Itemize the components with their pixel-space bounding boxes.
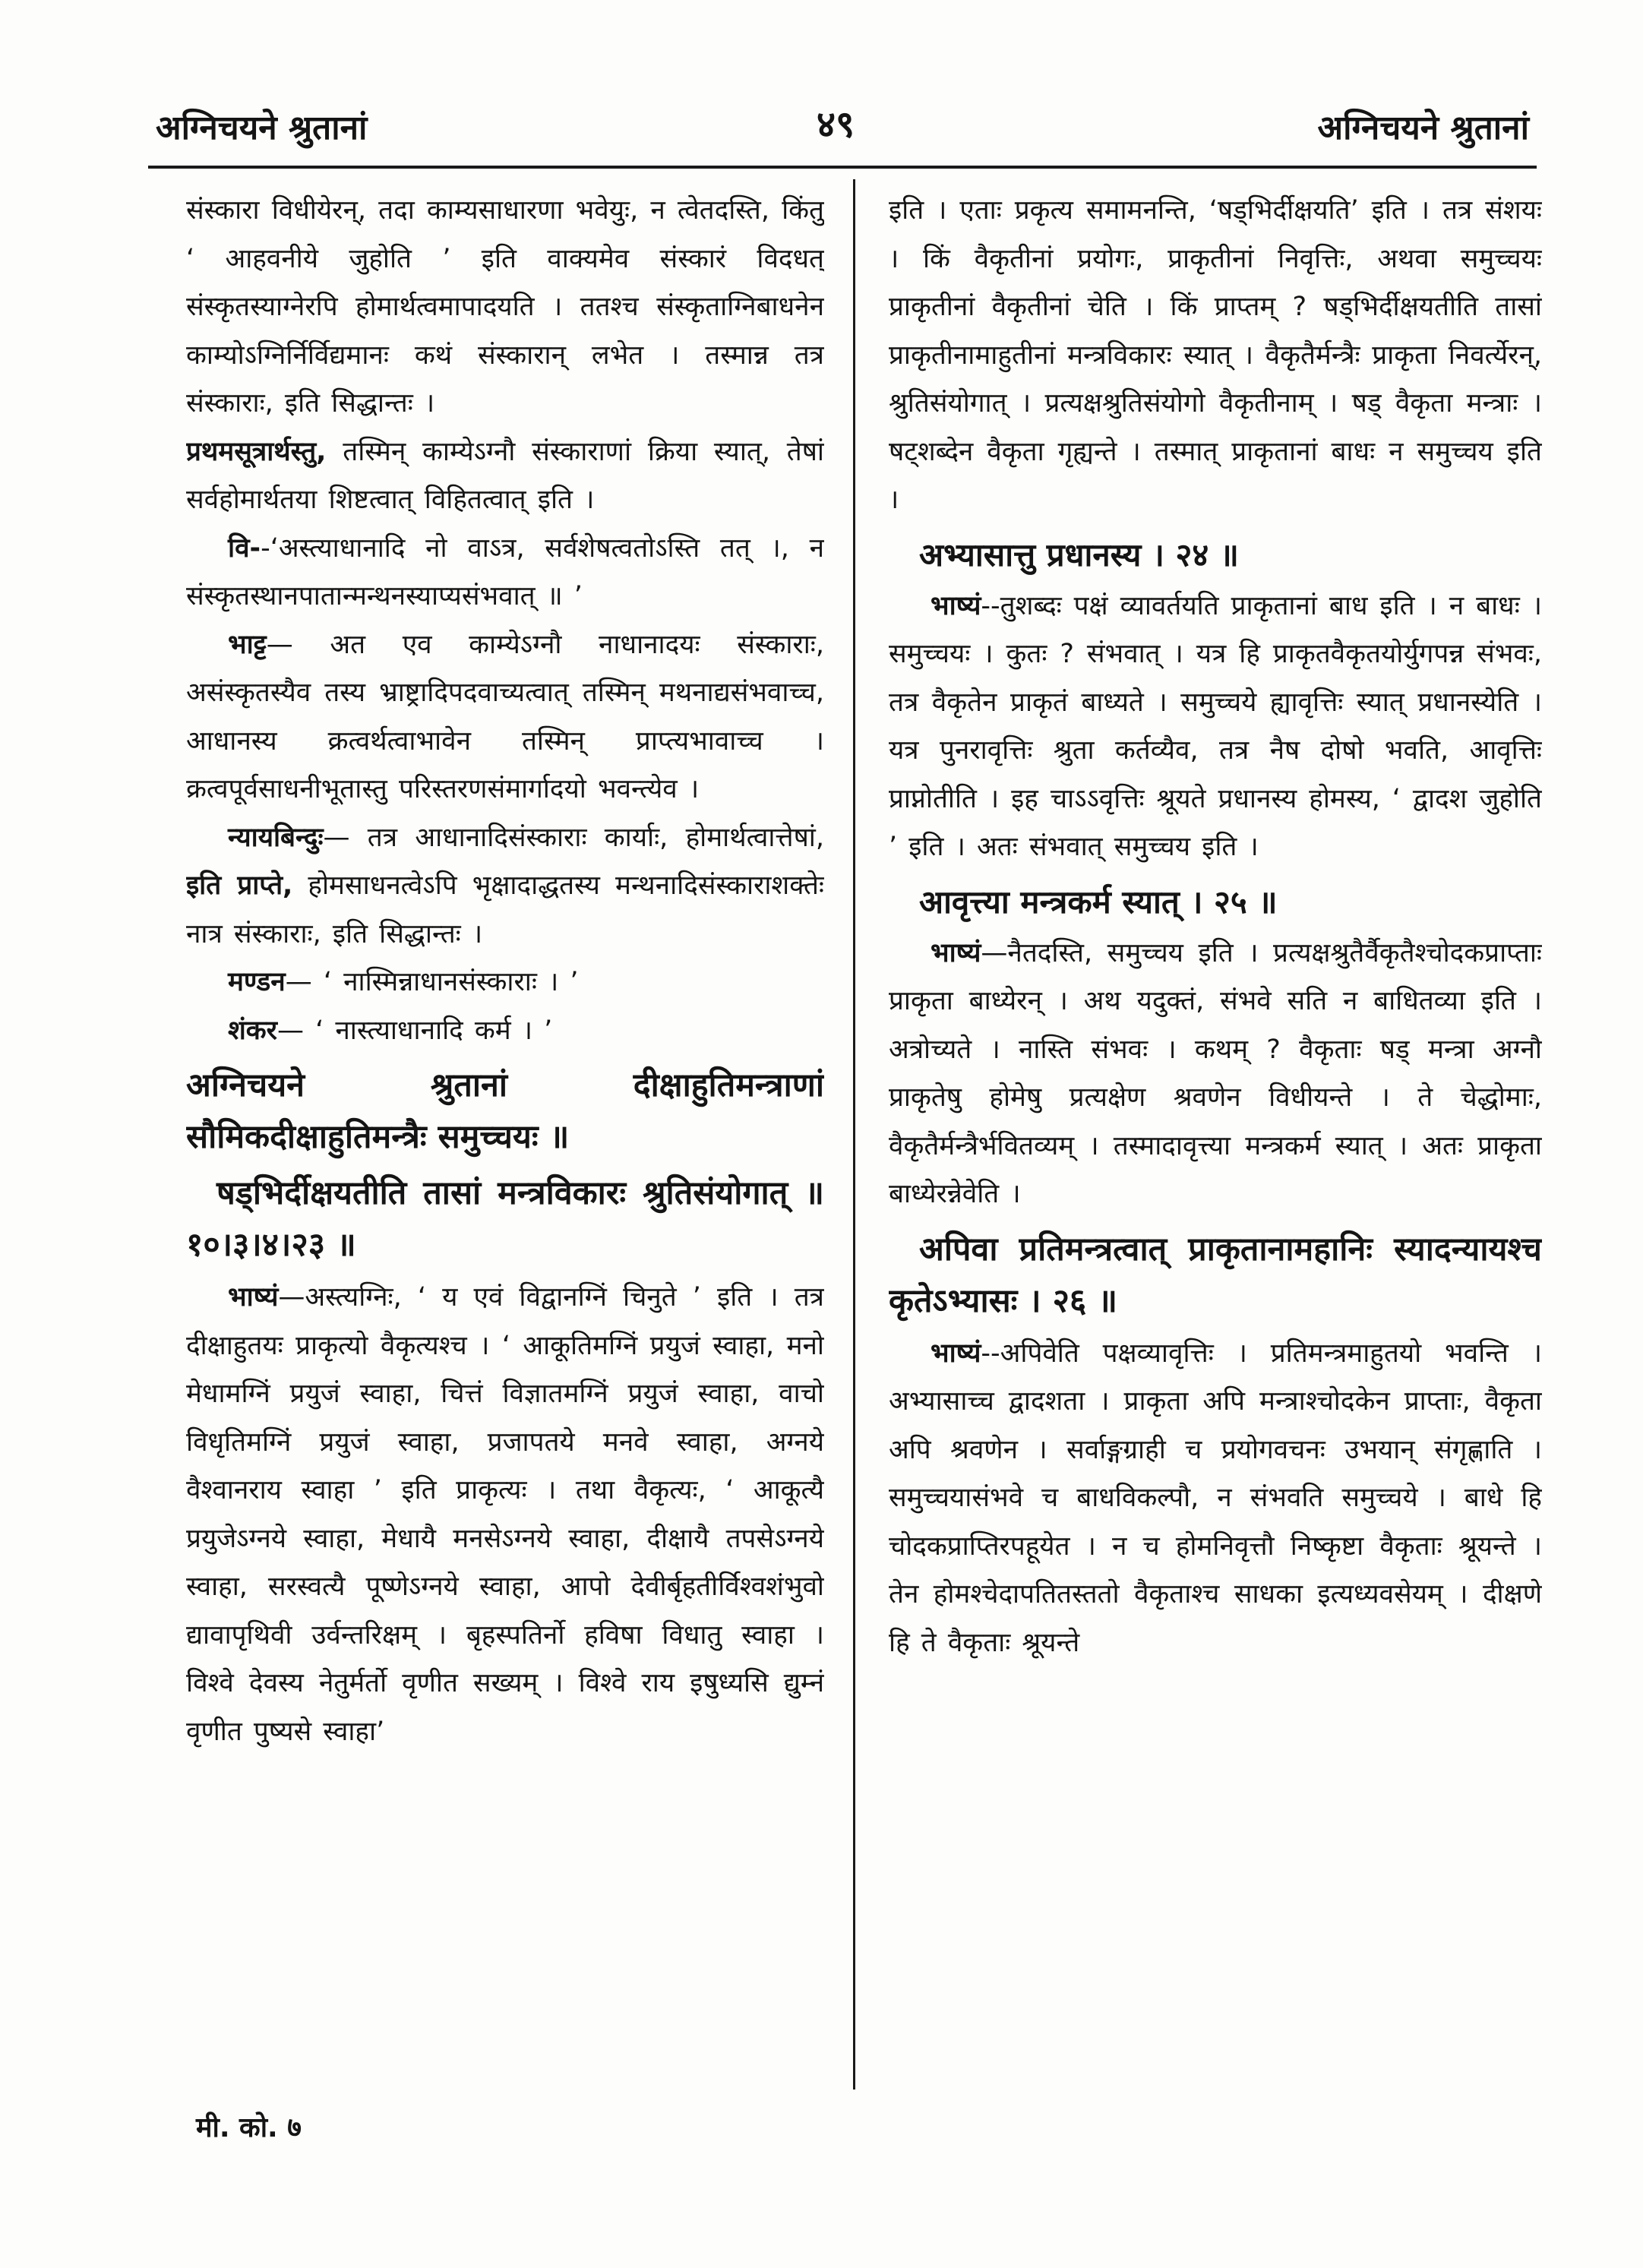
term-label: वि- <box>228 532 261 564</box>
paragraph-text: --तुशब्दः पक्षं व्यावर्तयति प्राकृतानां बाध इति । न बाधः । समुच्चयः । कुतः ? संभवात् । यत्र हि प्राकृतवैकृतयोर्युगपन्न संभवः, तत्र वैकृतेन प्राकृतं बाध्यते । समुच्चये ह्यावृत्तिः स्यात् प्रधानस्येति । यत्र पुनरावृत्तिः श्रुता कर्तव्यैव, तत्र नैष दोषो भवति, आवृत्तिः प्राप्नोतीति । इह चाऽऽवृत्तिः श्रूयते प्रधानस्य होमस्य, ‘ द्वादश जुहोति ’ इति । अतः संभवात् समुच्चय इति । <box>889 590 1542 862</box>
footer-signature: मी. को. ७ <box>196 2112 302 2143</box>
paragraph <box>186 428 824 525</box>
sutra-heading: अभ्यासात्तु प्रधानस्य । २४ ॥ <box>919 535 1239 573</box>
term-label: मण्डन <box>228 967 286 997</box>
paragraph <box>186 621 824 814</box>
paragraph <box>186 814 824 959</box>
paragraph <box>889 1330 1542 1668</box>
paragraph <box>186 959 824 1007</box>
running-header <box>156 90 1529 150</box>
term-label: भाष्यं <box>228 1282 279 1312</box>
term-label: भाष्यं <box>931 590 981 621</box>
paragraph <box>889 583 1542 872</box>
term-label: भाट्ट <box>228 629 267 660</box>
paragraph-text: —अस्त्यग्निः, ‘ य एवं विद्वानग्निं चिनुते ’ इति । तत्र दीक्षाहुतयः प्राकृत्यो वैकृत्यश्च । ‘ आकूतिमग्निं प्रयुजं स्वाहा, मनो मेधामग्निं प्रयुजं स्वाहा, चित्तं विज्ञातमग्निं प्रयुजं स्वाहा, वाचो विधृतिमग्निं प्रयुजं स्वाहा, प्रजापतये मनवे स्वाहा, अग्नये वैश्वानराय स्वाहा ’ इति प्राकृत्यः । तथा वैकृत्यः, ‘ आकूत्यै प्रयुजेऽग्नये स्वाहा, मेधायै मनसेऽग्नये स्वाहा, दीक्षायै तपसेऽग्नये स्वाहा, सरस्वत्यै पूष्णेऽग्नये स्वाहा, आपो देवीर्बृहतीर्विश्वशंभुवो द्यावापृथिवी उर्वन्तरिक्षम् । बृहस्पतिर्नो हविषा विधातु स्वाहा । विश्वे देवस्य नेतुर्मर्तो वृणीत सख्यम् । विश्वे राय इषुध्यसि द्युम्नं वृणीत पुष्यसे स्वाहा’ <box>186 1282 824 1747</box>
page-number: ४९ <box>817 103 855 146</box>
header-rule <box>148 166 1537 169</box>
paragraph-text: — ‘ नास्त्याधानादि कर्म । ’ <box>277 1015 553 1046</box>
paragraph <box>186 1274 824 1756</box>
term-label: शंकर <box>228 1015 277 1046</box>
paragraph-text: तस्मिन् काम्येऽग्नौ संस्काराणां क्रिया स्यात्, तेषां सर्वहोमार्थतया शिष्टत्वात् विहितत्वात् इति । <box>186 436 824 515</box>
sutra-heading: अपिवा प्रतिमन्त्रत्वात् प्राकृतानामहानिः स्यादन्यायश्च कृतेऽभ्यासः । २६ ॥ <box>889 1230 1542 1320</box>
paragraph-text: — तत्र आधानादिसंस्काराः कार्याः, होमार्थत्वात्तेषां, <box>323 822 824 853</box>
term-label: इति प्राप्ते, <box>186 870 293 901</box>
term-label: भाष्यं <box>931 1338 981 1369</box>
paragraph-text: —नैतदस्ति, समुच्चय इति । प्रत्यक्षश्रुतैर्वैकृतैश्चोदकप्राप्ताः प्राकृता बाध्येरन् । अथ यदुक्तं, संभवे सति न बाधितव्या इति । अत्रोच्यते । नास्ति संभवः । कथम् ? वैकृताः षड् मन्त्रा अग्नौ प्राकृतेषु होमेषु प्रत्यक्षेण श्रवणेन विधीयन्ते । ते चेद्धोमाः, वैकृतैर्मन्त्रैर्भवितव्यम् । तस्मादावृत्त्या मन्त्रकर्म स्यात् । अतः प्राकृता बाध्येरन्नेवेति । <box>889 937 1542 1209</box>
paragraph-text: -‘अस्त्याधानादि नो वाऽत्र, सर्वशेषत्वतोऽस्ति तत् ।, न संस्कृतस्थानपातान्मन्थनस्याप्यसंभवात् ॥ ’ <box>186 532 824 611</box>
paragraph-text: — अत एव काम्येऽग्नौ नाधानादयः संस्काराः, असंस्कृतस्यैव तस्य भ्राष्ट्रादिपदवाच्यत्वात् तस्मिन् मथनाद्यसंभवाच्च, आधानस्य क्रत्वर्थत्वाभावेन तस्मिन् प्राप्त्यभावाच्च । क्रत्वपूर्वसाधनीभूतास्तु परिस्तरणसंमार्गादयो भवन्त्येव । <box>186 629 824 804</box>
left-column <box>186 187 824 2090</box>
paragraph <box>186 525 824 621</box>
topic-heading: अग्निचयने श्रुतानां दीक्षाहुतिमन्त्राणां सौमिकदीक्षाहुतिमन्त्रैः समुच्चयः ॥ <box>186 1066 824 1156</box>
term-label: न्यायबिन्दुः <box>228 822 324 853</box>
paragraph-text: — ‘ नास्मिन्नाधानसंस्काराः । ’ <box>285 967 579 997</box>
paragraph-text: --अपिवेति पक्षव्यावृत्तिः । प्रतिमन्त्रमाहुतयो भवन्ति । अभ्यासाच्च द्वादशता । प्राकृता अपि मन्त्राश्चोदकेन प्राप्ताः, वैकृता अपि श्रवणेन । सर्वाङ्गग्राही च प्रयोगवचनः उभयान् संगृह्णाति । समुच्चयासंभवे च बाधविकल्पौ, न संभवति समुच्चये । बाधे हि चोदकप्राप्तिरपहूयेत । न च होमनिवृत्तौ निष्कृष्टा वैकृताः श्रूयन्ते । तेन होमश्चेदापतितस्ततो वैकृताश्च साधका इत्यध्यवसेयम् । दीक्षणे हि ते वैकृताः श्रूयन्ते <box>889 1338 1542 1658</box>
paragraph-text: होमसाधनत्वेऽपि भृक्षादाद्धतस्य मन्थनादिसंस्काराशक्तेः नात्र संस्काराः, इति सिद्धान्तः । <box>186 870 824 949</box>
term-label: प्रथमसूत्रार्थस्तु, <box>186 436 327 467</box>
paragraph: इति । एताः प्रकृत्य समामनन्ति, ‘षड्भिर्दीक्षयति’ इति । तत्र संशयः । किं वैकृतीनां प्रयोगः, प्राकृतीनां निवृत्तिः, अथवा समुच्चयः प्राकृतीनां वैकृतीनां चेति । किं प्राप्तम् ? षड्भिर्दीक्षयतीति तासां प्राकृतीनामाहुतीनां मन्त्रविकारः स्यात् । वैकृतैर्मन्त्रैः प्राकृता निवर्त्येरन्, श्रुतिसंयोगात् । प्रत्यक्षश्रुतिसंयोगो वैकृतीनाम् । षड् वैकृता मन्त्राः । षट्शब्देन वैकृता गृह्यन्ते । तस्मात् प्राकृतानां बाधः न समुच्चय इति । <box>889 195 1542 515</box>
paragraph <box>186 1007 824 1056</box>
column-divider <box>853 179 855 2090</box>
header-right-title: अग्निचयने श्रुतानां <box>1317 109 1529 147</box>
sutra-heading: आवृत्त्या मन्त्रकर्म स्यात् । २५ ॥ <box>919 883 1278 921</box>
sutra-heading: षड्भिर्दीक्षयतीति तासां मन्त्रविकारः श्रुतिसंयोगात् ॥ १०।३।४।२३ ॥ <box>186 1174 824 1264</box>
right-column <box>889 187 1542 2090</box>
header-left-title: अग्निचयने श्रुतानां <box>156 109 368 147</box>
paragraph: संस्कारा विधीयेरन्, तदा काम्यसाधारणा भवेयुः, न त्वेतदस्ति, किंतु ‘ आहवनीये जुहोति ’ इति वाक्यमेव संस्कारं विदधत् संस्कृतस्याग्नेरपि होमार्थत्वमापादयति । ततश्च संस्कृताग्निबाधनेन काम्योऽग्निर्निर्विद्यमानः कथं संस्कारान् लभेत । तस्मान्न तत्र संस्काराः, इति सिद्धान्तः । <box>186 195 824 419</box>
term-label: भाष्यं <box>931 937 981 968</box>
paragraph <box>889 930 1542 1219</box>
